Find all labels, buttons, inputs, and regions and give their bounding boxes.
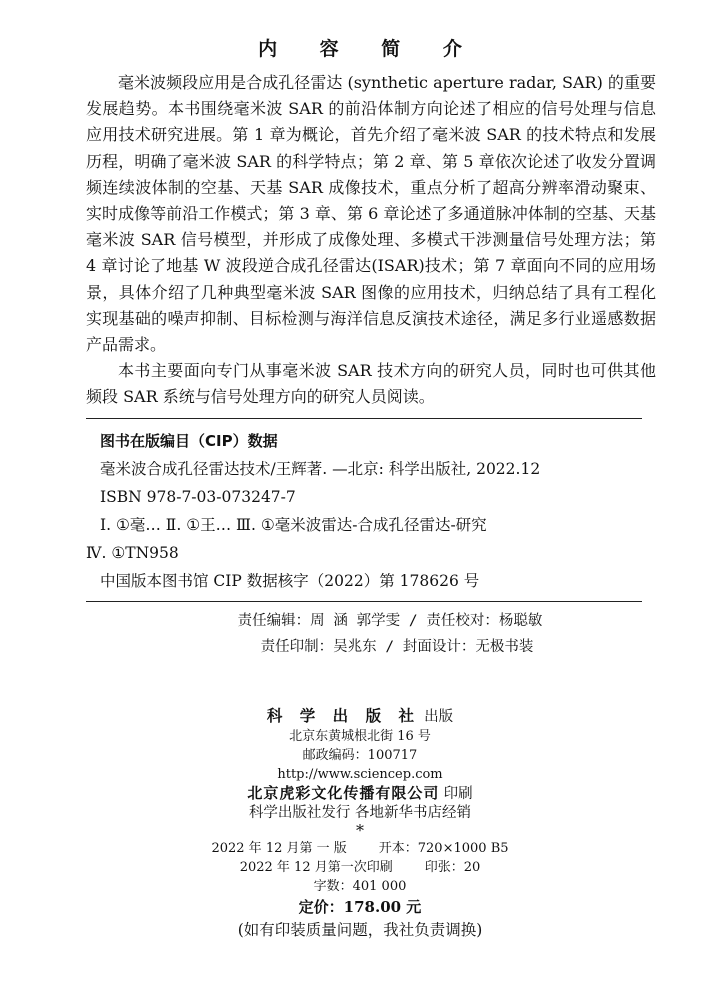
printer-name: 北京虎彩文化传播有限公司 (247, 784, 440, 802)
summary-paragraph-1: 毫米波频段应用是合成孔径雷达 (synthetic aperture radar, SAR) 的重要发展趋势。本书围绕毫米波 SAR 的前沿体制方向论述了相应的信号处理与信息应用技术研究进展。第 1 章为概论，首先介绍了毫米波 SAR 的技术特点和发展历程，明确了毫米波 SAR 的科学特点；第 2 章、第 5 章依次论述了收发分置调频连续波体制的空基、天基 SAR 成像技术，重点分析了超高分辨率滑动聚束、实时成像等前沿工作模式；第 3 章、第 6 章论述了多通道脉冲体制的空基、天基毫米波 SAR 信号模型，并形成了成像处理、多模式干涉测量信号处理方法；第 4 章讨论了地基 W 波段逆合成孔径雷达(ISAR)技术；第 7 章面向不同的应用场景，具体介绍了几种典型毫米波 SAR 图像的应用技术，归纳总结了具有工程化实现基础的噪声抑制、目标检测与海洋信息反演技术途径，满足多行业遥感数据产品需求。 (86, 73, 656, 355)
cip-heading: 图书在版编目（CIP）数据 (100, 432, 278, 450)
content-summary (86, 70, 656, 411)
quality-notice: (如有印装质量问题，我社负责调换) (237, 921, 483, 939)
publisher-postcode: 邮政编码：100717 (302, 748, 418, 763)
credits-line-1: 责任编辑：周 涵 郭学雯 / 责任校对：杨聪敏 (237, 613, 543, 629)
page-title: 内 容 简 介 (258, 38, 480, 60)
edition-date: 2022 年 12 月第 一 版 (211, 841, 347, 856)
distribution: 科学出版社发行 各地新华书店经销 (248, 805, 472, 821)
print-sheets: 印张：20 (424, 860, 481, 875)
cip-number: 中国版本图书馆 CIP 数据核字（2022）第 178626 号 (100, 572, 480, 590)
publication-info (0, 706, 720, 940)
print-date: 2022 年 12 月第一次印刷 (239, 860, 393, 875)
publisher-name: 科 学 出 版 社 (266, 706, 420, 725)
cip-data-box (86, 418, 642, 602)
cip-record: 毫米波合成孔径雷达技术/王辉著. —北京: 科学出版社, 2022.12 (100, 460, 541, 478)
cip-classification-cont: Ⅳ. ①TN958 (86, 544, 179, 562)
publisher-suffix: 出版 (424, 709, 454, 725)
separator-asterisk: * (356, 821, 364, 840)
editorial-credits (0, 608, 720, 660)
summary-paragraph-2: 本书主要面向专门从事毫米波 SAR 技术方向的研究人员，同时也可供其他频段 SAR 系统与信号处理方向的研究人员阅读。 (86, 361, 656, 407)
cip-isbn: ISBN 978-7-03-073247-7 (100, 488, 296, 506)
publisher-website: http://www.sciencep.com (277, 767, 443, 782)
credits-line-2: 责任印制：吴兆东 / 封面设计：无极书装 (260, 639, 534, 655)
book-format: 开本：720×1000 B5 (378, 841, 509, 856)
cip-classification: Ⅰ. ①毫… Ⅱ. ①王… Ⅲ. ①毫米波雷达-合成孔径雷达-研究 (100, 516, 487, 534)
publisher-address: 北京东黄城根北街 16 号 (289, 729, 431, 744)
price: 定价：178.00 元 (298, 898, 422, 916)
word-count: 字数：401 000 (313, 879, 407, 894)
printer-suffix: 印刷 (443, 786, 473, 802)
